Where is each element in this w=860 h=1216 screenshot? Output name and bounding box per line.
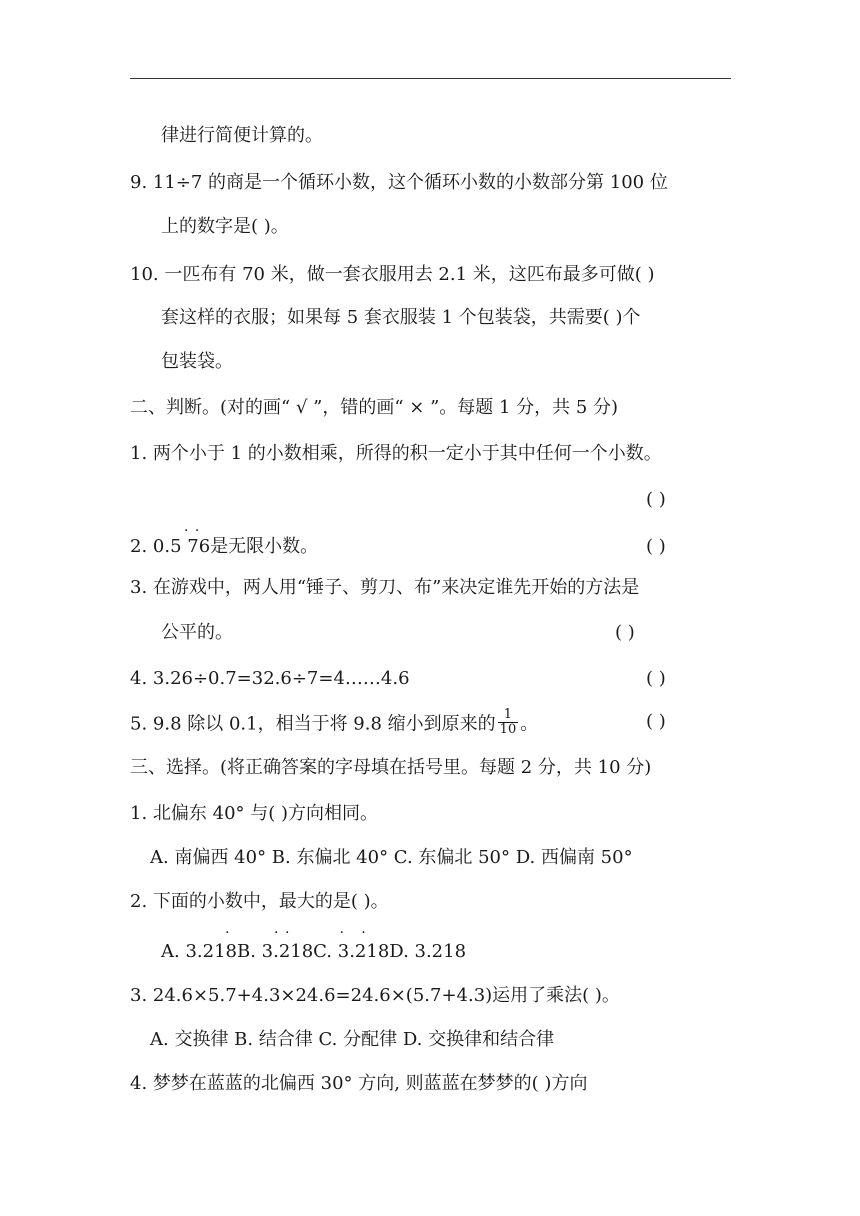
question-10-line-2: 套这样的衣服；如果每 5 套衣服装 1 个包装袋，共需要( )个 <box>161 307 641 328</box>
fraction-denominator: 10 <box>499 722 517 737</box>
choice-question-4: 4. 梦梦在蓝蓝的北偏西 30° 方向, 则蓝蓝在梦梦的( )方向 <box>130 1073 588 1094</box>
judge-question-1: 1. 两个小于 1 的小数相乘，所得的积一定小于其中任何一个小数。 <box>130 443 662 464</box>
question-9-line-2: 上的数字是( )。 <box>161 216 289 237</box>
choice-question-3: 3. 24.6×5.7+4.3×24.6=24.6×(5.7+4.3)运用了乘法( )。 <box>130 985 620 1006</box>
judge-answer-blank-1: ( ) <box>646 489 666 510</box>
repeating-decimal-dots: . . <box>184 519 201 535</box>
choice-question-1-options: A. 南偏西 40° B. 东偏北 40° C. 东偏北 50° D. 西偏南 50° <box>150 847 633 868</box>
question-9-line-1: 9. 11÷7 的商是一个循环小数，这个循环小数的小数部分第 100 位 <box>130 172 668 193</box>
question-10-line-3: 包装袋。 <box>161 351 233 372</box>
choice-question-3-options: A. 交换律 B. 结合律 C. 分配律 D. 交换律和结合律 <box>150 1029 555 1050</box>
judge-question-5-end: 。 <box>520 713 539 735</box>
choice-question-1: 1. 北偏东 40° 与( )方向相同。 <box>130 803 379 824</box>
repeating-decimal-dots: . . . . . <box>225 921 367 937</box>
choice-question-2: 2. 下面的小数中，最大的是( )。 <box>130 891 389 912</box>
question-10-line-1: 10. 一匹布有 70 米，做一套衣服用去 2.1 米，这匹布最多可做( ) <box>130 264 655 285</box>
judge-question-5-text: 5. 9.8 除以 0.1，相当于将 9.8 缩小到原来的 <box>130 713 496 735</box>
section-2-heading: 二、判断。(对的画“ √ ”，错的画“ × ”。每题 1 分，共 5 分) <box>130 397 619 418</box>
header-rule <box>130 78 731 79</box>
judge-question-5 <box>130 707 539 739</box>
judge-answer-blank-4: ( ) <box>646 668 666 689</box>
judge-question-3-line-1: 3. 在游戏中，两人用“锤子、剪刀、布”来决定谁先开始的方法是 <box>130 577 640 598</box>
judge-question-2: 2. 0.5 76是无限小数。 <box>130 536 319 557</box>
judge-question-3-line-2: 公平的。 <box>161 622 233 643</box>
section-3-heading: 三、选择。(将正确答案的字母填在括号里。每题 2 分，共 10 分) <box>130 757 652 778</box>
choice-question-2-options: A. 3.218B. 3.218C. 3.218D. 3.218 <box>161 941 467 962</box>
judge-question-4: 4. 3.26÷0.7=32.6÷7=4……4.6 <box>130 668 410 689</box>
judge-answer-blank-2: ( ) <box>646 536 666 557</box>
fraction-numerator: 1 <box>498 708 519 723</box>
text-line: 律进行简便计算的。 <box>161 125 323 146</box>
judge-answer-blank-3: ( ) <box>615 622 635 643</box>
judge-answer-blank-5: ( ) <box>646 711 666 732</box>
fraction <box>498 708 519 737</box>
